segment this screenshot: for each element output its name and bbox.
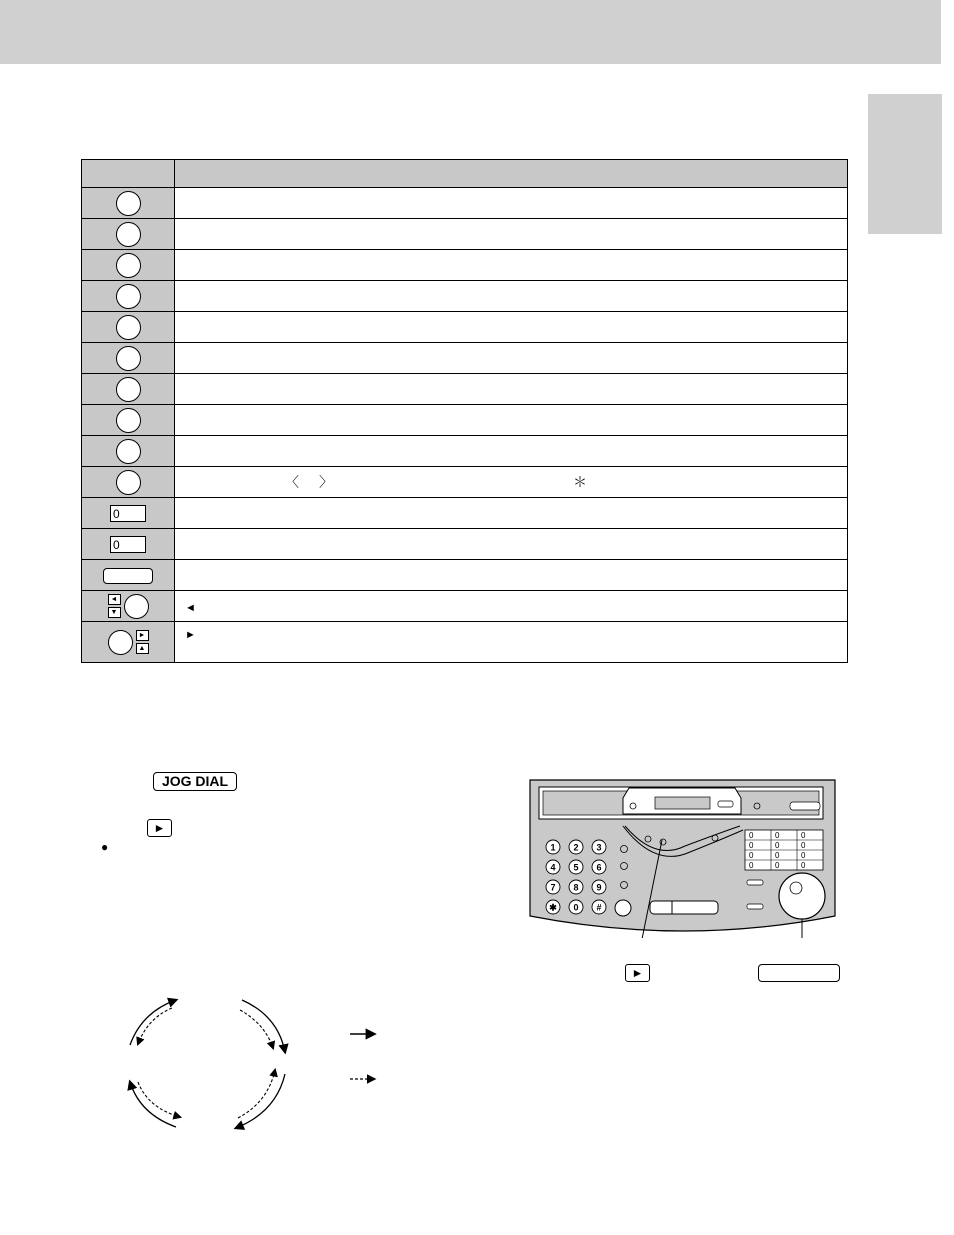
bullet-marker: ● xyxy=(101,840,109,854)
keypad-key-label: 7 xyxy=(550,882,556,893)
speed-dial-label: 0 xyxy=(801,861,806,870)
star-glyph: ＊ xyxy=(573,474,587,490)
chapter-side-tab xyxy=(868,94,942,234)
long-key-icon xyxy=(103,568,153,584)
header-key-cell xyxy=(82,160,175,188)
round-key-icon xyxy=(116,222,141,247)
round-key-icon xyxy=(116,315,141,340)
table-row xyxy=(82,343,848,374)
speed-dial-label: 0 xyxy=(749,841,754,850)
row-description xyxy=(175,250,848,281)
speed-dial-label: 0 xyxy=(801,841,806,850)
row-description xyxy=(175,467,848,498)
keypad-key-label: 4 xyxy=(550,862,556,873)
row-description xyxy=(175,591,848,622)
table-row xyxy=(82,560,848,591)
row-description xyxy=(175,436,848,467)
round-key-icon xyxy=(116,191,141,216)
left-arrow-icon: ◄ xyxy=(108,594,121,605)
right-arrow-glyph: ► xyxy=(185,629,196,641)
right-arrow-icon: ► xyxy=(136,630,149,641)
row-description xyxy=(175,622,848,663)
table-row xyxy=(82,250,848,281)
jog-dial-key-label: JOG DIAL xyxy=(153,772,237,791)
jog-dial-rotation-diagram xyxy=(110,990,300,1135)
speed-dial-label: 0 xyxy=(775,831,780,840)
row-description xyxy=(175,529,848,560)
speed-dial-label: 0 xyxy=(775,841,780,850)
keypad-key-label: # xyxy=(596,902,602,913)
key-description-table xyxy=(81,159,848,663)
round-key-icon xyxy=(108,630,133,655)
row-description xyxy=(175,343,848,374)
keypad-key-label: 1 xyxy=(550,842,556,853)
speed-dial-label: 0 xyxy=(749,851,754,860)
dashed-arrow-legend-icon xyxy=(348,1072,380,1086)
gt-glyph: 〉 xyxy=(319,474,333,490)
table-row xyxy=(82,436,848,467)
keypad-key-label: 2 xyxy=(573,842,579,853)
keypad-key-label: ✱ xyxy=(549,902,557,913)
row-description xyxy=(175,312,848,343)
speed-dial-label: 0 xyxy=(775,851,780,860)
page-header-bar xyxy=(0,0,941,64)
keypad-key-label: 6 xyxy=(596,862,602,873)
keypad-key-label: 8 xyxy=(573,882,579,893)
up-arrow-icon: ▲ xyxy=(136,643,149,654)
down-arrow-icon: ▼ xyxy=(108,607,121,618)
round-key-icon xyxy=(124,594,149,619)
table-row xyxy=(82,374,848,405)
speed-dial-label: 0 xyxy=(775,861,780,870)
round-key-icon xyxy=(116,439,141,464)
header-desc-cell xyxy=(175,160,848,188)
keypad-key-label: 3 xyxy=(596,842,602,853)
row-description xyxy=(175,498,848,529)
jog-dial-callout xyxy=(758,964,840,982)
fax-panel-illustration xyxy=(525,776,845,938)
round-key-icon xyxy=(116,470,141,495)
table-row xyxy=(82,281,848,312)
speed-dial-key-icon: 0 xyxy=(110,536,146,553)
table-row xyxy=(82,312,848,343)
solid-arrow-legend-icon xyxy=(348,1027,380,1041)
speed-dial-label: 0 xyxy=(801,851,806,860)
table-row xyxy=(82,498,848,529)
round-key-icon xyxy=(116,284,141,309)
round-key-icon xyxy=(116,346,141,371)
play-key-label: ► xyxy=(147,819,172,837)
round-key-icon xyxy=(116,377,141,402)
keypad-key-label: 9 xyxy=(596,882,602,893)
table-row xyxy=(82,591,848,622)
row-description xyxy=(175,188,848,219)
table-row xyxy=(82,219,848,250)
left-arrow-glyph: ◄ xyxy=(185,602,196,614)
lt-glyph: 〈 xyxy=(285,474,299,490)
keypad-key-label: 5 xyxy=(573,862,579,873)
keypad-key-label: 0 xyxy=(573,902,579,913)
row-description xyxy=(175,560,848,591)
table-row xyxy=(82,405,848,436)
play-key-callout: ► xyxy=(625,964,650,982)
table-header-row xyxy=(82,160,848,188)
row-description xyxy=(175,405,848,436)
speed-dial-key-icon: 0 xyxy=(110,505,146,522)
round-key-icon xyxy=(116,408,141,433)
speed-dial-label: 0 xyxy=(749,861,754,870)
speed-dial-label: 0 xyxy=(749,831,754,840)
table-row xyxy=(82,188,848,219)
speed-dial-label: 0 xyxy=(801,831,806,840)
table-row xyxy=(82,622,848,663)
round-key-icon xyxy=(116,253,141,278)
row-description xyxy=(175,374,848,405)
row-description xyxy=(175,281,848,312)
table-row xyxy=(82,529,848,560)
table-row xyxy=(82,467,848,498)
row-description xyxy=(175,219,848,250)
